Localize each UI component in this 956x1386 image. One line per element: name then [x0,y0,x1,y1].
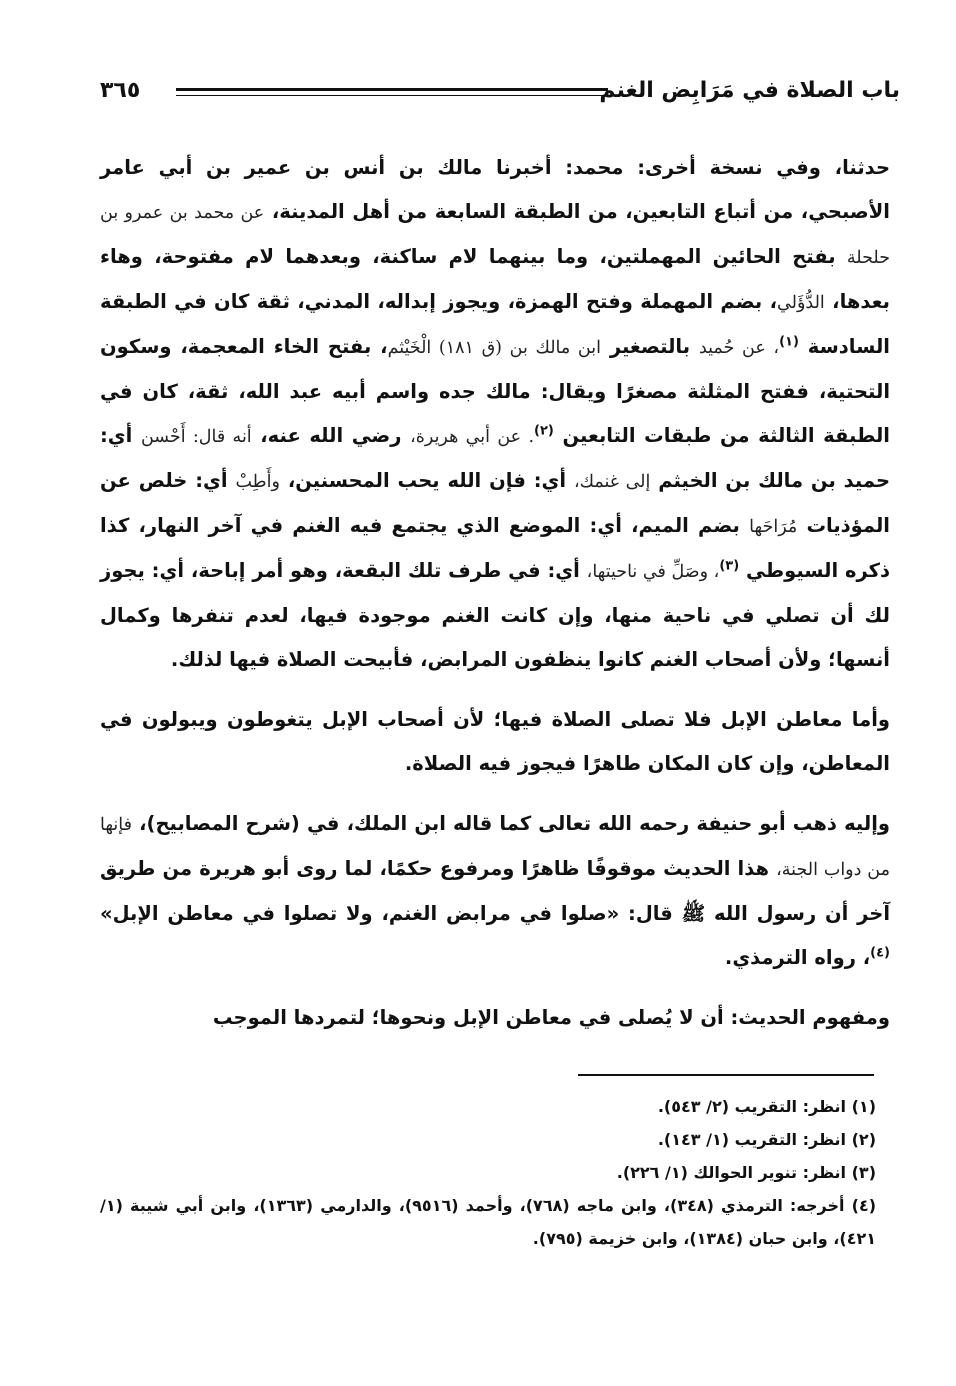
paragraph-1 [100,146,890,682]
text-run: بفتح الحائين المهملتين، وما بينهما لام ساكنة، وبعدهما لام مفتوحة، وهاء بعدها، [100,245,890,313]
text-run: إلى غنمك، [573,472,651,492]
main-text [100,146,890,1040]
footnote-1: (١) انظر: التقريب (٢/ ٥٤٣). [657,1097,876,1116]
paragraph-3 [100,802,890,980]
paragraph-2: وأما معاطن الإبل فلا تصلى الصلاة فيها؛ لأن أصحاب الإبل يتغوطون ويبولون في المعاطن، وإن كان المكان طاهرًا فيجوز فيه الصلاة. [100,708,890,775]
footnote-4: (٤) أخرجه: الترمذي (٣٤٨)، وابن ماجه (٧٦٨)، وأحمد (٩٥١٦)، والدارمي (١٣٦٣)، وابن أبي شيبة (١/ ٤٢١)، وابن حبان (١٣٨٤)، وابن خزيمة (٧٩٥). [100,1196,877,1248]
footnote-2: (٢) انظر: التقريب (١/ ١٤٣). [657,1130,876,1149]
text-run: أي: خلص عن المؤذيات [100,469,890,537]
text-run: أي: في طرف تلك البقعة، وهو أمر إباحة، أي: يجوز لك أن تصلي في ناحية منها، وإن كانت الغنم موجودة فيها، لعدم تنفرها وكمال أنسها؛ ولأن أصحاب الغنم كانوا ينظفون المرابض، فأبيحت الصلاة فيها لذلك. [100,559,890,671]
footnote-separator [578,1074,874,1076]
header-rule [176,88,608,96]
text-run: وإليه ذهب أبو حنيفة رحمه الله تعالى كما قاله ابن الملك، في (شرح المصابيح)، [139,812,890,835]
text-run: أي: حميد بن مالك بن الخيثم [100,424,891,492]
text-run: ، بفتح الخاء المعجمة، وسكون التحتية، ففتح المثلثة مصغرًا ويقال: مالك جده واسم أبيه عبد الله، ثقة، كان في الطبقة الثالثة من طبقات التابعين [100,335,890,447]
running-header [100,74,900,114]
footnotes [100,1090,876,1255]
text-run: فإنها من دواب الجنة، [100,815,891,880]
text-run: هذا الحديث موقوفًا ظاهرًا ومرفوع حكمًا، لما روى أبو هريرة من طريق آخر أن رسول الله ﷺ قال: «صلوا في مرابض الغنم، ولا تصلوا في معاطن الإبل» [100,857,890,925]
text-run: ، عن حُميد [698,338,780,358]
text-run: بضم الميم، أي: الموضع الذي يجتمع فيه الغنم في آخر النهار، كذا ذكره السيوطي [100,514,890,582]
footnote-ref-3[interactable]: (٣) [719,558,740,574]
text-run: . عن أبي هريرة، [410,427,535,447]
text-run: أي: فإن الله يحب المحسنين، [287,469,567,492]
text-run: الدُّؤَلي [777,293,825,313]
page-number: ٣٦٥ [100,78,141,103]
text-run: ، رواه الترمذي. [724,946,871,969]
footnote-3: (٣) انظر: تنوير الحوالك (١/ ٢٢٦). [616,1163,876,1182]
text-run: حدثنا، وفي نسخة أخرى: محمد: أخبرنا مالك بن أنس بن عمير بن أبي عامر الأصبحي، من أتباع التابعين، من الطبقة السابعة من أهل المدينة، [100,156,890,223]
text-run: ، وصَلِّ في ناحيتها، [586,562,720,582]
text-run: وأَطِبْ [235,472,280,492]
text-run: رضي الله عنه، [260,424,402,447]
text-run: أنه قال: أَحْسن [140,427,252,447]
chapter-title: باب الصلاة في مَرَابِض الغنم [599,78,900,103]
text-run: مُرَاحَها [749,517,798,537]
text-run: ، بضم المهملة وفتح الهمزة، ويجوز إبداله، المدني، ثقة كان في الطبقة السادسة [100,290,890,358]
footnote-ref-2[interactable]: (٢) [534,423,554,439]
footnote-ref-1[interactable]: (١) [779,334,799,350]
text-run: بالتصغير [609,335,691,358]
footnote-ref-4[interactable]: (٤) [870,945,890,961]
text-run: عن محمد بن عمرو بن حلحلة [100,203,891,268]
text-run: ابن مالك بن (ق ١٨١) الْخَيْثم [387,338,601,358]
paragraph-4: ومفهوم الحديث: أن لا يُصلى في معاطن الإبل ونحوها؛ لتمردها الموجب [212,1006,890,1029]
